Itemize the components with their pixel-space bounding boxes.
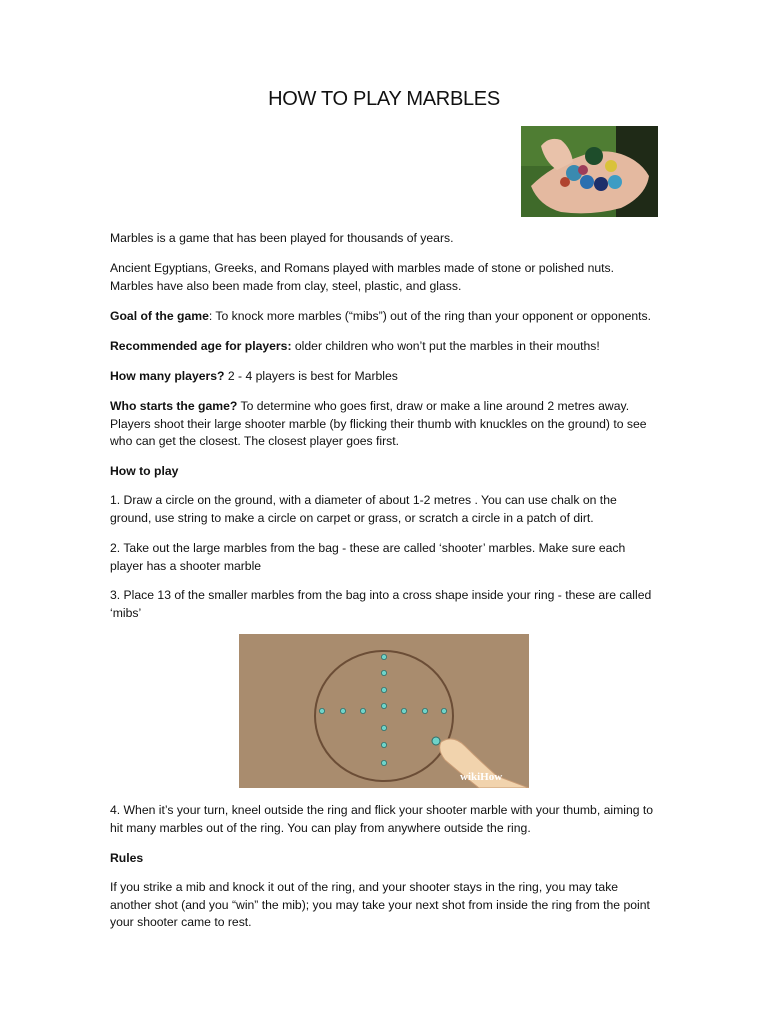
goal-text: : To knock more marbles (“mibs”) out of the ring than your opponent or opponents. xyxy=(208,309,652,323)
age-paragraph xyxy=(110,338,655,356)
how-to-play-heading: How to play xyxy=(110,464,179,478)
step-3: 3. Place 13 of the smaller marbles from the bag into a cross shape inside your ring - these are called ‘mibs’ xyxy=(110,588,652,620)
goal-label: Goal of the game xyxy=(110,309,209,323)
intro-paragraph: Marbles is a game that has been played for thousands of years. xyxy=(110,231,454,245)
step-2: 2. Take out the large marbles from the bag - these are called ‘shooter’ marbles. Make sure each player has a shooter marble xyxy=(110,541,626,573)
step-4: 4. When it’s your turn, kneel outside the ring and flick your shooter marble with your thumb, aiming to hit many marbles out of the ring. You can play from anywhere outside the ring. xyxy=(110,803,654,835)
rules-heading: Rules xyxy=(110,851,144,865)
marbles-in-hand-photo xyxy=(521,126,658,217)
history-paragraph: Ancient Egyptians, Greeks, and Romans played with marbles made of stone or polished nuts. Marbles have also been made from clay, steel, plastic, and glass. xyxy=(110,261,615,293)
rules-paragraph: If you strike a mib and knock it out of the ring, and your shooter stays in the ring, you may take another shot (and you “win” the mib); you may take your next shot from inside the ring from the point your shooter came to rest. xyxy=(110,880,650,930)
page-title: HOW TO PLAY MARBLES xyxy=(268,88,500,110)
starts-paragraph xyxy=(110,398,655,451)
starts-text: To determine who goes first, draw or make a line around 2 metres away. Players shoot their large shooter marble (by flicking their thumb with knuckles on the ground) to see who can get the closest. The closest player goes first. xyxy=(110,399,647,449)
players-label: How many players? xyxy=(110,369,225,383)
age-label: Recommended age for players: xyxy=(110,339,292,353)
step-1: 1. Draw a circle on the ground, with a diameter of about 1-2 metres . You can use chalk on the ground, use string to make a circle on carpet or grass, or scratch a circle in a patch of dirt. xyxy=(110,493,617,525)
goal-paragraph xyxy=(110,308,655,326)
age-text: older children who won’t put the marbles in their mouths! xyxy=(291,339,600,353)
marbles-ring-diagram xyxy=(239,634,529,788)
wikihow-watermark: wikiHow xyxy=(460,771,503,783)
players-text: 2 - 4 players is best for Marbles xyxy=(224,369,398,383)
starts-label: Who starts the game? xyxy=(110,399,238,413)
players-paragraph xyxy=(110,368,655,386)
